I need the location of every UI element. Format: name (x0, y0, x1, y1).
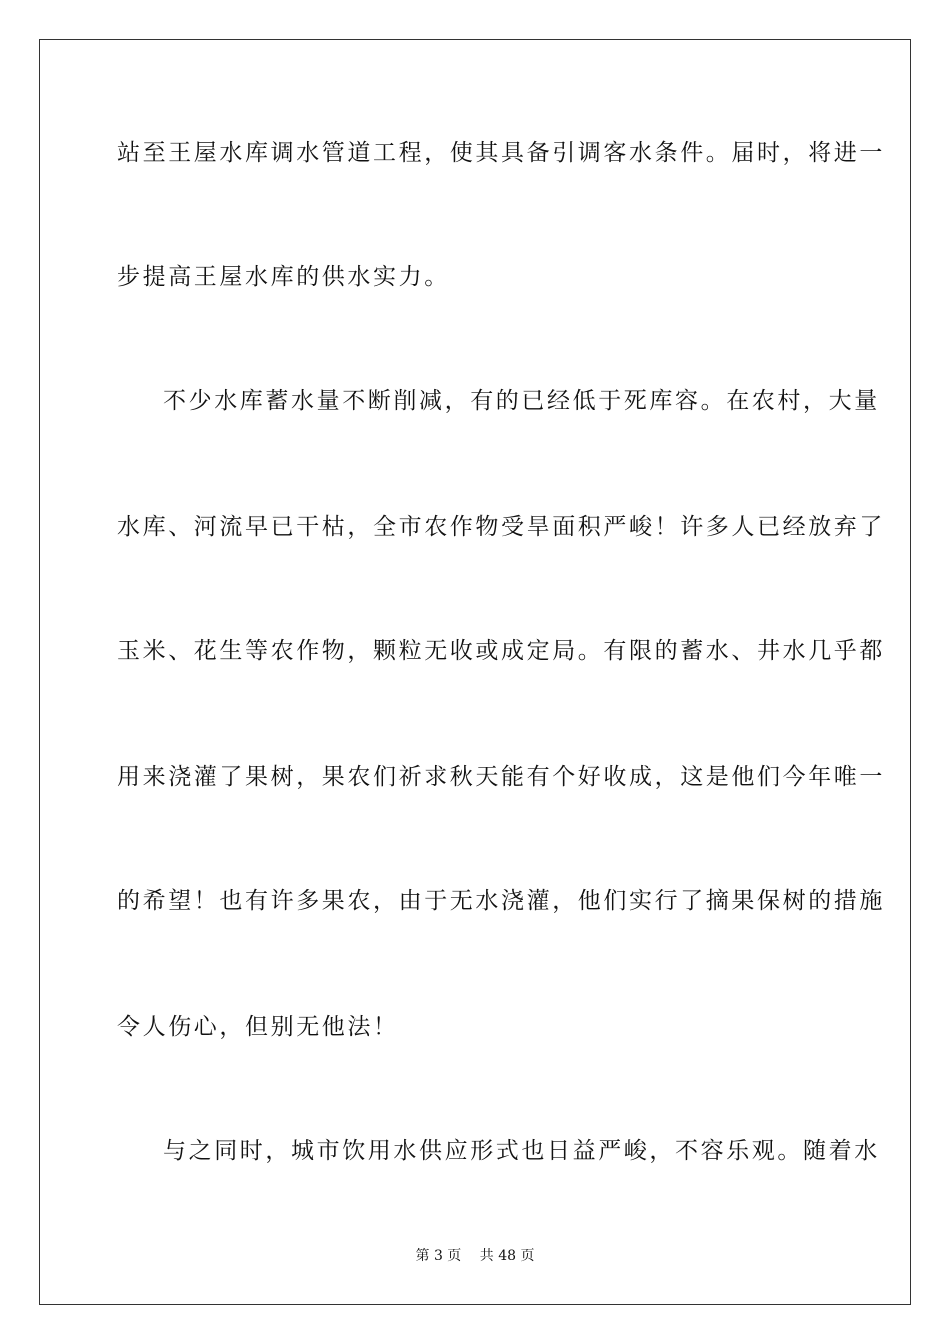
text-line: 玉米、花生等农作物，颗粒无收或成定局。有限的蓄水、井水几乎都 (117, 638, 885, 664)
text-line: 站至王屋水库调水管道工程，使其具备引调客水条件。届时，将进一 (117, 140, 885, 166)
page-footer (0, 1246, 950, 1266)
page-total: 共 48 页 (479, 1248, 535, 1264)
text-line: 步提高王屋水库的供水实力。 (117, 264, 450, 290)
text-line: 水库、河流早已干枯，全市农作物受旱面积严峻！许多人已经放弃了 (117, 514, 885, 540)
text-line: 用来浇灌了果树，果农们祈求秋天能有个好收成，这是他们今年唯一 (117, 764, 885, 790)
text-line: 不少水库蓄水量不断削减，有的已经低于死库容。在农村，大量 (163, 388, 880, 414)
text-line: 令人伤心，但别无他法！ (117, 1014, 399, 1040)
page-number: 第 3 页 (415, 1248, 462, 1264)
text-line: 与之同时，城市饮用水供应形式也日益严峻，不容乐观。随着水 (163, 1138, 880, 1164)
page-border (39, 39, 911, 1305)
text-line: 的希望！也有许多果农，由于无水浇灌，他们实行了摘果保树的措施 (117, 888, 885, 914)
